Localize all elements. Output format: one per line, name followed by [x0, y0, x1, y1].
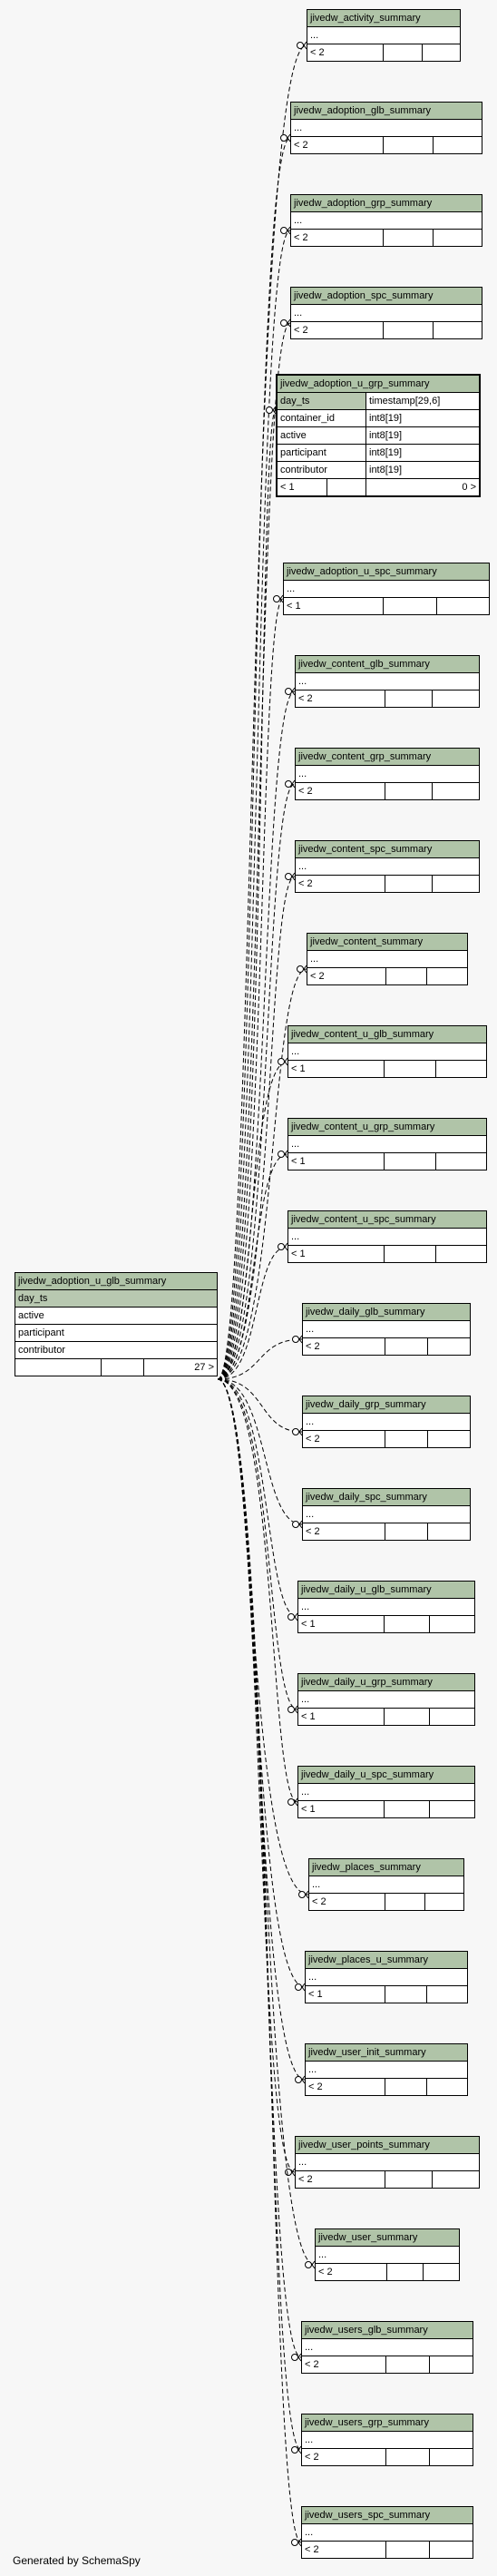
related-table-footer-cell: [433, 322, 482, 339]
related-table-footer-cell: [426, 1986, 468, 2003]
related-table-footer-cell: [430, 1616, 475, 1633]
relationship-line: [218, 1379, 297, 1802]
related-table-parents-count[interactable]: < 1: [298, 1709, 385, 1726]
related-table-name[interactable]: jivedw_content_u_grp_summary: [288, 1119, 487, 1136]
related-table-parents-count[interactable]: < 2: [296, 876, 385, 893]
focus-table-type: int8[19]: [366, 462, 481, 479]
optional-marker-icon: [286, 689, 292, 695]
related-table-ellipsis: ...: [302, 2524, 473, 2542]
related-table-footer-cell: [435, 1061, 487, 1078]
focus-table-column: container_id: [277, 410, 366, 427]
optional-marker-icon: [293, 1522, 299, 1528]
related-table-footer-cell: [428, 1431, 471, 1448]
related-table-ellipsis: ...: [296, 673, 480, 691]
optional-marker-icon: [293, 1337, 299, 1343]
related-table[interactable]: [297, 1766, 475, 1818]
related-table-ellipsis: ...: [291, 120, 482, 137]
optional-marker-icon: [278, 1151, 285, 1158]
relationship-line: [218, 1379, 297, 1617]
related-table[interactable]: [283, 563, 490, 615]
related-table-footer-cell: [385, 1616, 430, 1633]
optional-marker-icon: [293, 1429, 299, 1435]
optional-marker-icon: [296, 1984, 302, 1991]
related-table-parents-count[interactable]: < 1: [288, 1153, 385, 1170]
main-table-footer-cell: [102, 1359, 144, 1376]
relationship-line: [218, 1379, 301, 2357]
focus-table-children-count[interactable]: 0 >: [366, 479, 481, 497]
related-table[interactable]: [301, 2321, 473, 2374]
main-table-column: participant: [15, 1325, 218, 1342]
related-table[interactable]: [302, 1488, 471, 1541]
related-table-footer-cell: [430, 2449, 473, 2466]
related-table-footer-cell: [433, 230, 482, 247]
focus-table-parents-count[interactable]: < 1: [277, 479, 327, 497]
related-table-name[interactable]: jivedw_daily_u_glb_summary: [298, 1582, 475, 1599]
related-table-footer-cell: [384, 230, 434, 247]
related-table-ellipsis: ...: [306, 1969, 468, 1986]
related-table-name[interactable]: jivedw_content_grp_summary: [296, 749, 480, 766]
related-table-name[interactable]: jivedw_content_u_spc_summary: [288, 1211, 487, 1229]
optional-marker-icon: [306, 2262, 312, 2268]
related-table-ellipsis: ...: [288, 1043, 487, 1061]
related-table-footer-cell: [430, 1801, 475, 1818]
related-table-ellipsis: ...: [307, 27, 461, 44]
related-table-footer-cell: [385, 1061, 436, 1078]
related-table-parents-count[interactable]: < 1: [284, 598, 384, 615]
focus-table-column: contributor: [277, 462, 366, 479]
related-table-footer-cell: [384, 322, 434, 339]
related-table-ellipsis: ...: [316, 2247, 460, 2264]
focus-table-column: day_ts: [277, 393, 366, 410]
related-table-footer-cell: [384, 598, 437, 615]
related-table-footer-cell: [430, 2356, 473, 2374]
relationship-line: [218, 1379, 305, 1987]
relationship-line: [218, 877, 295, 1379]
relationship-line: [218, 1379, 302, 1432]
related-table-parents-count[interactable]: < 2: [296, 691, 385, 708]
related-table[interactable]: [301, 2506, 473, 2559]
optional-marker-icon: [286, 781, 292, 788]
relationship-line: [218, 1379, 301, 2450]
related-table-footer-cell: [435, 1153, 487, 1170]
main-table-name[interactable]: jivedw_adoption_u_glb_summary: [15, 1273, 218, 1290]
optional-marker-icon: [288, 1707, 295, 1713]
related-table-ellipsis: ...: [306, 2062, 468, 2079]
related-table-parents-count[interactable]: < 1: [288, 1246, 385, 1263]
related-table[interactable]: [307, 9, 461, 62]
main-table-footer-cell: [15, 1359, 102, 1376]
related-table[interactable]: [302, 1396, 471, 1448]
optional-marker-icon: [274, 596, 280, 602]
related-table-name[interactable]: jivedw_user_summary: [316, 2229, 460, 2247]
generated-by-footer: Generated by SchemaSpy: [13, 2554, 141, 2567]
optional-marker-icon: [281, 320, 287, 327]
related-table-name[interactable]: jivedw_activity_summary: [307, 10, 461, 27]
related-table-parents-count[interactable]: < 2: [303, 1338, 385, 1356]
optional-marker-icon: [286, 874, 292, 880]
related-table-ellipsis: ...: [288, 1136, 487, 1153]
related-table-ellipsis: ...: [284, 581, 490, 598]
related-table-footer-cell: [436, 598, 490, 615]
related-table-parents-count[interactable]: < 2: [296, 783, 385, 800]
related-table-footer-cell: [430, 1709, 475, 1726]
related-table-footer-cell: [435, 1246, 487, 1263]
related-table[interactable]: [295, 2136, 480, 2189]
related-table[interactable]: [305, 1951, 468, 2003]
related-table-footer-cell: [385, 1246, 436, 1263]
related-table-footer-cell: [433, 2171, 480, 2189]
related-table-parents-count[interactable]: < 1: [288, 1061, 385, 1078]
optional-marker-icon: [278, 1244, 285, 1250]
related-table-parents-count[interactable]: < 2: [302, 2449, 386, 2466]
focus-table-column: participant: [277, 445, 366, 462]
related-table-ellipsis: ...: [303, 1321, 471, 1338]
related-table[interactable]: [315, 2228, 460, 2281]
related-table-footer-cell: [426, 2079, 468, 2096]
focus-table-column: active: [277, 427, 366, 445]
relationship-line: [218, 1379, 315, 2265]
related-table-footer-cell: [424, 2264, 460, 2281]
related-table-name[interactable]: jivedw_adoption_spc_summary: [291, 288, 482, 305]
related-table-parents-count[interactable]: < 2: [302, 2542, 386, 2559]
optional-marker-icon: [292, 2540, 298, 2546]
related-table-ellipsis: ...: [302, 2339, 473, 2356]
related-table-footer-cell: [386, 968, 427, 985]
related-table-footer-cell: [385, 1431, 428, 1448]
related-table-footer-cell: [385, 2171, 433, 2189]
focus-table[interactable]: [276, 374, 481, 497]
focus-table-type: int8[19]: [366, 445, 481, 462]
related-table[interactable]: [290, 194, 482, 247]
related-table-footer-cell: [386, 2542, 430, 2559]
related-table-ellipsis: ...: [296, 2154, 480, 2171]
related-table-footer-cell: [384, 44, 423, 62]
related-table-name[interactable]: jivedw_user_points_summary: [296, 2137, 480, 2154]
focus-table-footer-cell: [327, 479, 366, 497]
related-table-parents-count[interactable]: < 2: [309, 1894, 385, 1911]
related-table-ellipsis: ...: [296, 858, 480, 876]
related-table-ellipsis: ...: [309, 1876, 464, 1894]
optional-marker-icon: [288, 1799, 295, 1806]
relationship-line: [218, 1379, 295, 2172]
optional-marker-icon: [292, 2355, 298, 2361]
related-table-ellipsis: ...: [291, 305, 482, 322]
related-table-footer-cell: [387, 2264, 424, 2281]
related-table-ellipsis: ...: [291, 212, 482, 230]
main-table-column: contributor: [15, 1342, 218, 1359]
related-table-footer-cell: [422, 44, 461, 62]
related-table-name[interactable]: jivedw_content_summary: [307, 934, 468, 951]
focus-table-name[interactable]: jivedw_adoption_u_grp_summary: [277, 375, 480, 393]
related-table-parents-count[interactable]: < 2: [296, 2171, 385, 2189]
optional-marker-icon: [288, 1614, 295, 1621]
related-table-name[interactable]: jivedw_users_grp_summary: [302, 2414, 473, 2432]
related-table[interactable]: [295, 840, 480, 893]
related-table-name[interactable]: jivedw_users_spc_summary: [302, 2507, 473, 2524]
related-table-name[interactable]: jivedw_adoption_glb_summary: [291, 103, 482, 120]
related-table[interactable]: [297, 1673, 475, 1726]
related-table-ellipsis: ...: [298, 1599, 475, 1616]
main-table-children-count[interactable]: 27 >: [144, 1359, 218, 1376]
related-table-ellipsis: ...: [296, 766, 480, 783]
related-table[interactable]: [290, 287, 482, 339]
related-table-parents-count[interactable]: < 2: [303, 1523, 385, 1541]
main-table[interactable]: [15, 1272, 218, 1376]
related-table[interactable]: [297, 1581, 475, 1633]
related-table-parents-count[interactable]: < 2: [307, 968, 386, 985]
optional-marker-icon: [296, 2077, 302, 2083]
related-table[interactable]: [301, 2414, 473, 2466]
related-table-name[interactable]: jivedw_places_summary: [309, 1859, 464, 1876]
related-table-parents-count[interactable]: < 1: [298, 1616, 385, 1633]
related-table-parents-count[interactable]: < 2: [316, 2264, 387, 2281]
related-table[interactable]: [305, 2043, 468, 2096]
optional-marker-icon: [297, 966, 304, 973]
focus-table-type: int8[19]: [366, 410, 481, 427]
relationship-line: [218, 1379, 301, 2542]
related-table-footer-cell: [424, 1894, 464, 1911]
related-table-footer-cell: [428, 1523, 471, 1541]
optional-marker-icon: [281, 228, 287, 234]
related-table-footer-cell: [433, 783, 480, 800]
related-table-footer-cell: [385, 876, 433, 893]
related-table-parents-count[interactable]: < 2: [291, 230, 384, 247]
related-table[interactable]: [290, 102, 482, 154]
related-table-footer-cell: [385, 1709, 430, 1726]
related-table-name[interactable]: jivedw_daily_glb_summary: [303, 1304, 471, 1321]
related-table-footer-cell: [385, 1894, 425, 1911]
related-table-footer-cell: [385, 1523, 428, 1541]
related-table-ellipsis: ...: [302, 2432, 473, 2449]
optional-marker-icon: [281, 135, 287, 142]
related-table-parents-count[interactable]: < 2: [306, 2079, 385, 2096]
related-table[interactable]: [287, 1025, 487, 1078]
optional-marker-icon: [292, 2447, 298, 2454]
related-table-footer-cell: [386, 2449, 430, 2466]
related-table-parents-count[interactable]: < 2: [303, 1431, 385, 1448]
related-table-parents-count[interactable]: < 1: [298, 1801, 385, 1818]
main-table-column: day_ts: [15, 1290, 218, 1308]
related-table-footer-cell: [385, 783, 433, 800]
related-table[interactable]: [295, 748, 480, 800]
related-table-ellipsis: ...: [298, 1784, 475, 1801]
related-table[interactable]: [287, 1210, 487, 1263]
optional-marker-icon: [286, 2170, 292, 2176]
related-table-footer-cell: [384, 137, 434, 154]
related-table[interactable]: [302, 1303, 471, 1356]
related-table-footer-cell: [385, 1801, 430, 1818]
related-table[interactable]: [295, 655, 480, 708]
main-table-column: active: [15, 1308, 218, 1325]
related-table-footer-cell: [428, 1338, 471, 1356]
focus-table-type: timestamp[29,6]: [366, 393, 481, 410]
related-table-name[interactable]: jivedw_adoption_u_spc_summary: [284, 563, 490, 581]
related-table-footer-cell: [385, 1153, 436, 1170]
related-table-footer-cell: [433, 876, 480, 893]
related-table-parents-count[interactable]: < 2: [291, 137, 384, 154]
related-table-name[interactable]: jivedw_daily_u_grp_summary: [298, 1674, 475, 1691]
related-table-name[interactable]: jivedw_user_init_summary: [306, 2044, 468, 2062]
related-table-parents-count[interactable]: < 2: [302, 2356, 386, 2374]
related-table-name[interactable]: jivedw_daily_spc_summary: [303, 1489, 471, 1506]
related-table-ellipsis: ...: [303, 1506, 471, 1523]
optional-marker-icon: [267, 407, 273, 414]
related-table-name[interactable]: jivedw_places_u_summary: [306, 1952, 468, 1969]
focus-table-type: int8[19]: [366, 427, 481, 445]
related-table-name[interactable]: jivedw_daily_grp_summary: [303, 1396, 471, 1414]
relationship-line: [218, 410, 276, 1379]
related-table[interactable]: [308, 1858, 464, 1911]
related-table-footer-cell: [385, 1338, 428, 1356]
related-table-parents-count[interactable]: < 2: [307, 44, 384, 62]
related-table-footer-cell: [433, 691, 480, 708]
related-table-ellipsis: ...: [307, 951, 468, 968]
related-table-ellipsis: ...: [303, 1414, 471, 1431]
related-table-name[interactable]: jivedw_content_u_glb_summary: [288, 1026, 487, 1043]
related-table-footer-cell: [386, 2356, 430, 2374]
related-table-footer-cell: [430, 2542, 473, 2559]
related-table-name[interactable]: jivedw_users_glb_summary: [302, 2322, 473, 2339]
related-table-name[interactable]: jivedw_content_glb_summary: [296, 656, 480, 673]
related-table-name[interactable]: jivedw_content_spc_summary: [296, 841, 480, 858]
related-table-footer-cell: [427, 968, 468, 985]
related-table-name[interactable]: jivedw_adoption_grp_summary: [291, 195, 482, 212]
related-table-parents-count[interactable]: < 1: [306, 1986, 385, 2003]
related-table-ellipsis: ...: [288, 1229, 487, 1246]
related-table-footer-cell: [385, 2079, 427, 2096]
relationship-line: [218, 1062, 287, 1379]
related-table-footer-cell: [385, 1986, 427, 2003]
related-table[interactable]: [307, 933, 468, 985]
optional-marker-icon: [297, 43, 304, 49]
optional-marker-icon: [278, 1059, 285, 1065]
related-table-footer-cell: [433, 137, 482, 154]
related-table-ellipsis: ...: [298, 1691, 475, 1709]
related-table-parents-count[interactable]: < 2: [291, 322, 384, 339]
related-table[interactable]: [287, 1118, 487, 1170]
optional-marker-icon: [299, 1892, 306, 1898]
related-table-footer-cell: [385, 691, 433, 708]
related-table-name[interactable]: jivedw_daily_u_spc_summary: [298, 1767, 475, 1784]
